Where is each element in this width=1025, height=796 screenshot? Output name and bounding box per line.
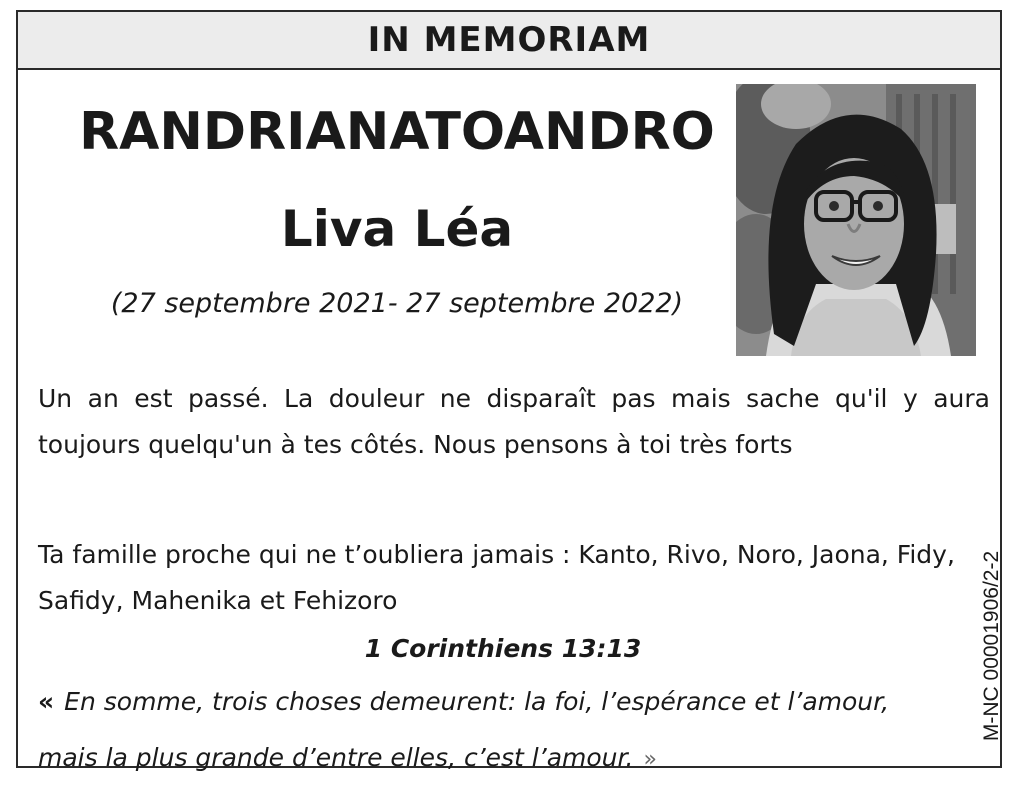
memorial-message: Un an est passé. La douleur ne disparaît pas mais sache qu'il y aura toujours quelqu'un à tes côtés. Nous pensons à toi très forts	[38, 384, 990, 459]
portrait-photo	[736, 84, 976, 356]
deceased-surname: RANDRIANATOANDRO	[79, 102, 715, 162]
open-quote-mark: «	[38, 687, 55, 716]
bible-verse-quote	[38, 674, 938, 788]
ad-reference-code	[974, 536, 1010, 756]
deceased-given-name: Liva Léa	[280, 200, 514, 258]
bible-verse-reference: 1 Corinthiens 13:13	[364, 634, 642, 663]
close-quote-mark: »	[643, 747, 657, 772]
notice-title: IN MEMORIAM	[367, 20, 651, 60]
header-bar	[18, 12, 1000, 70]
date-range: (27 septembre 2021- 27 septembre 2022)	[110, 288, 684, 319]
family-list: Ta famille proche qui ne t’oubliera jamais : Kanto, Rivo, Noro, Jaona, Fidy, Safidy, Mahenika et Fehizoro	[38, 540, 955, 615]
reference-code-text: M-NC 00001906/2-2	[980, 550, 1003, 742]
memorial-notice	[16, 10, 1002, 772]
verse-text: En somme, trois choses demeurent: la foi, l’espérance et l’amour, mais la plus grande d’entre elles, c’est l’amour.	[38, 687, 890, 772]
